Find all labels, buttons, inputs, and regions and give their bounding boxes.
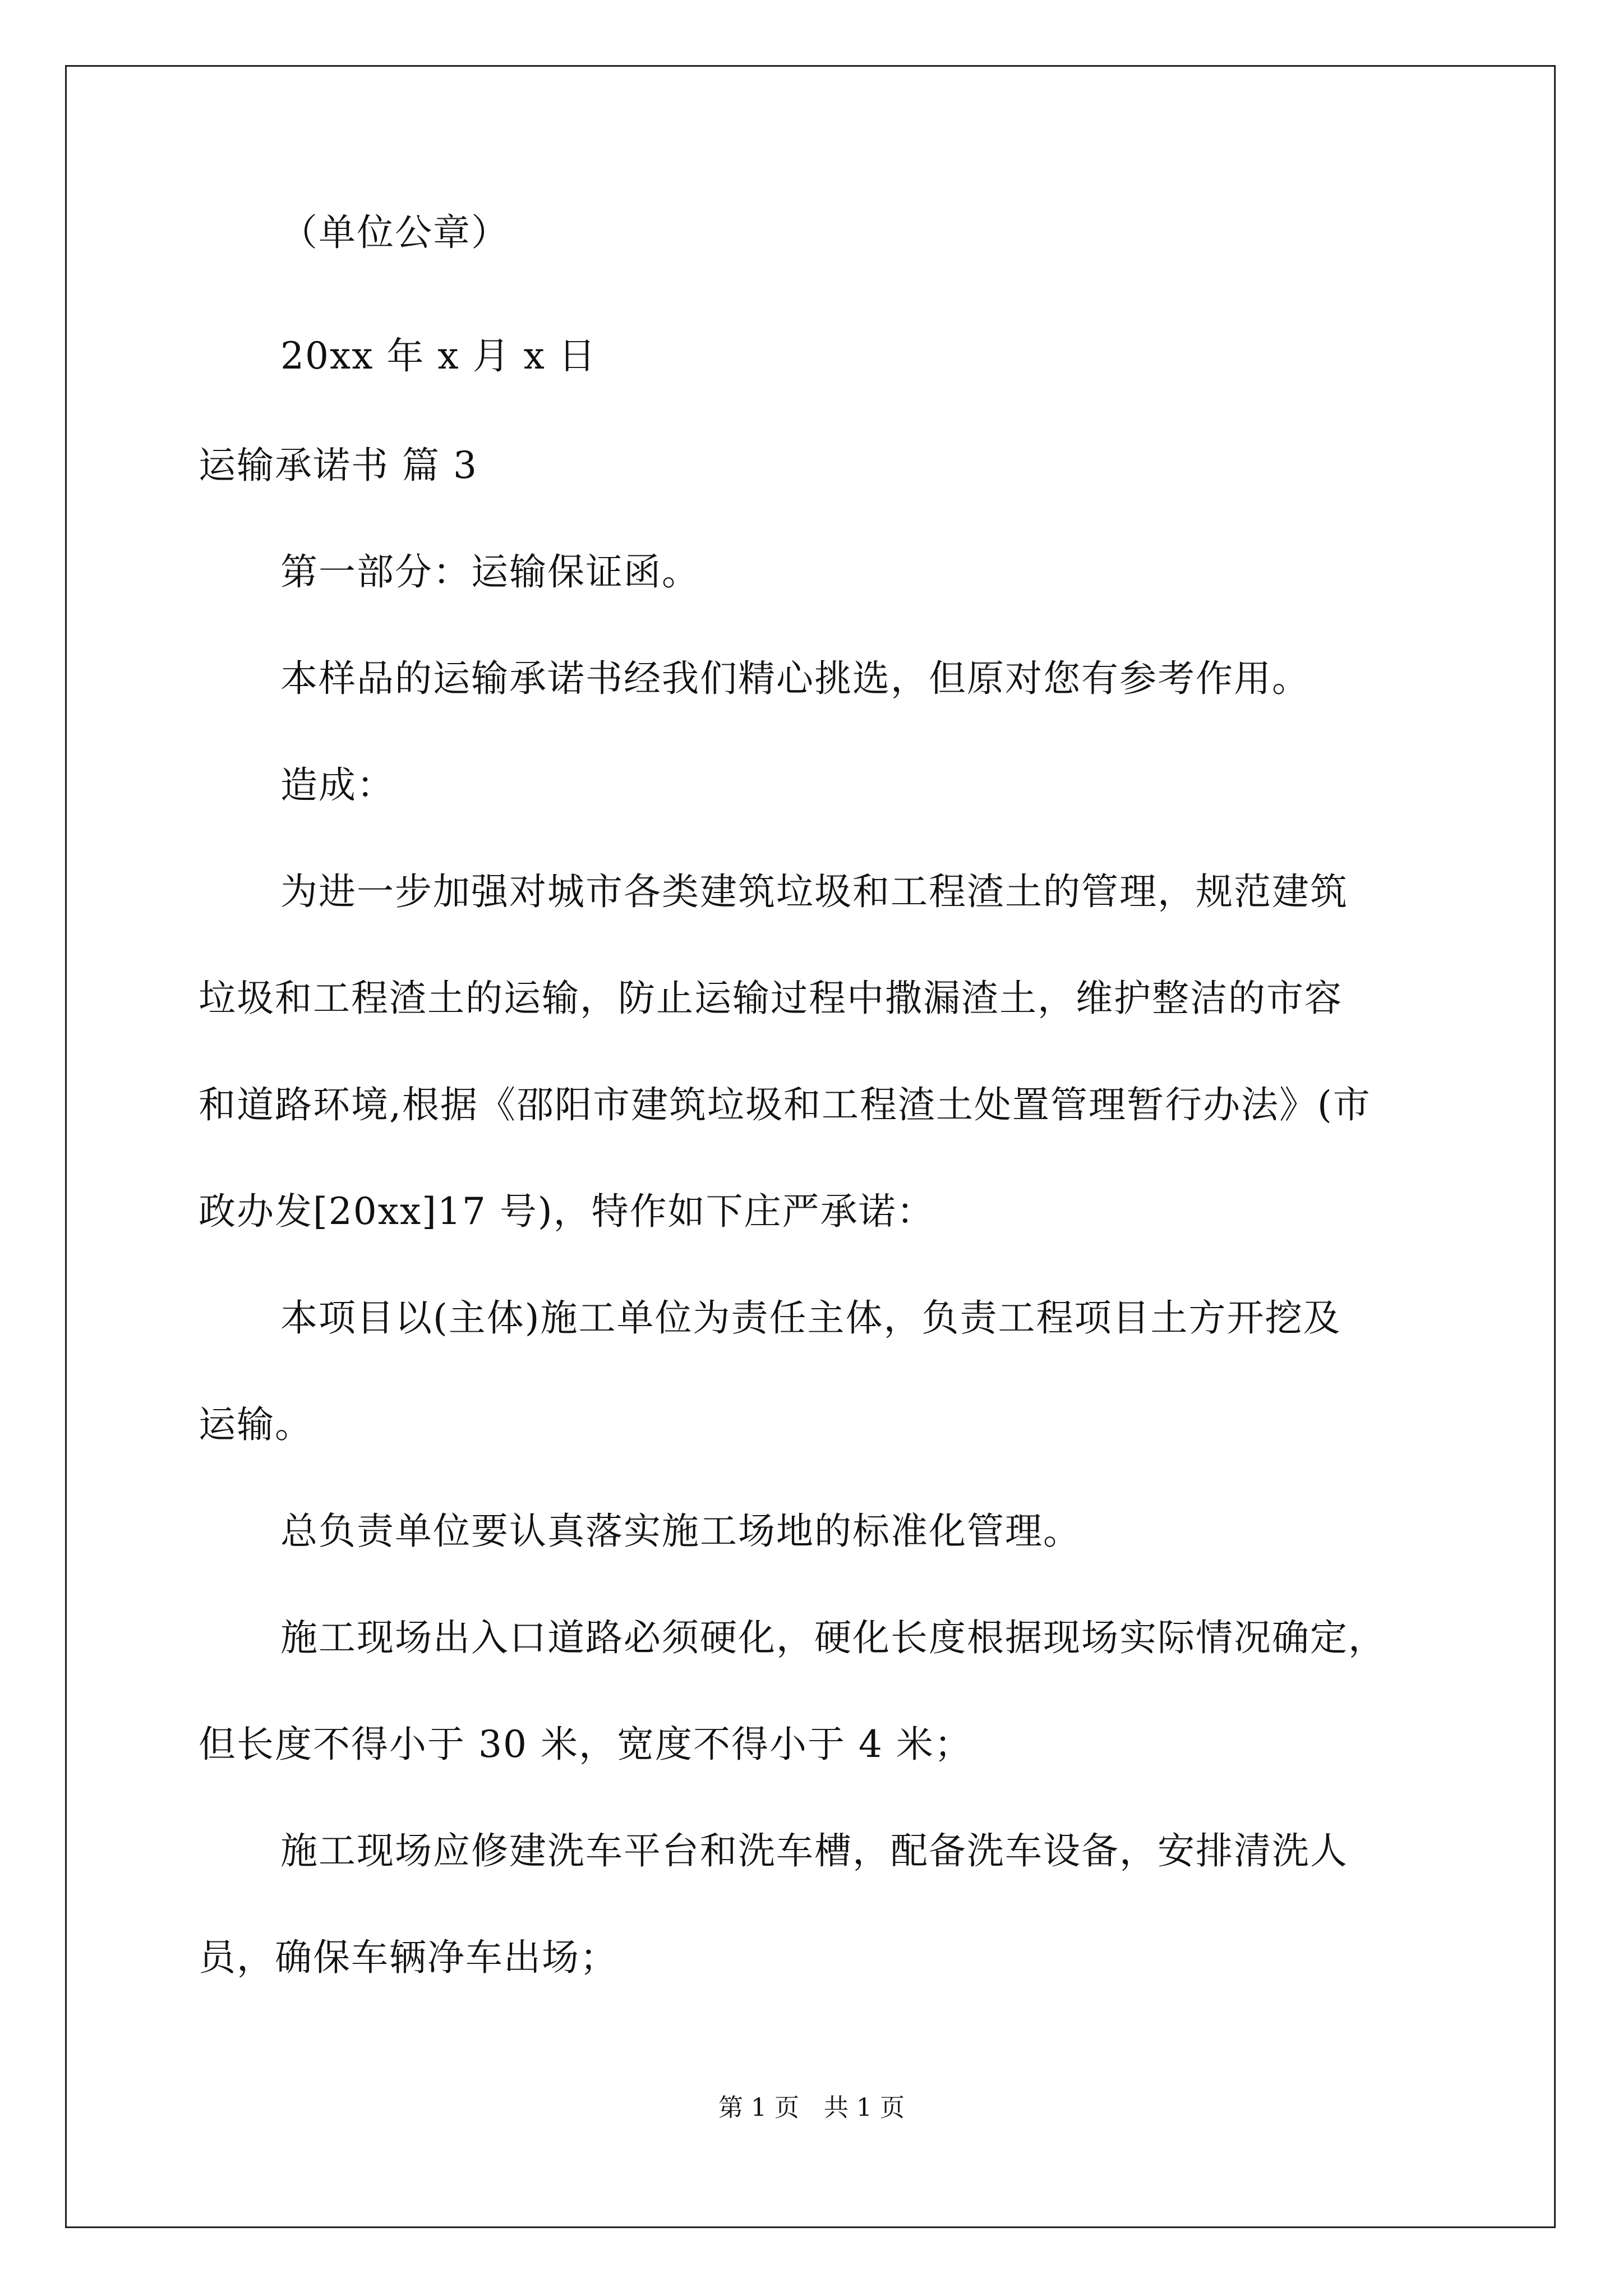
date-line: 20xx 年 x 月 x 日 (280, 334, 597, 378)
paragraph-line: 政办发[20xx]17 号)，特作如下庄严承诺： (199, 1190, 935, 1233)
paragraph-line: 运输。 (199, 1403, 313, 1446)
paragraph-line: 施工现场出入口道路必须硬化，硬化长度根据现场实际情况确定， (280, 1616, 1386, 1659)
paragraph-line: 第一部分：运输保证函。 (280, 550, 700, 593)
paragraph-line: 但长度不得小于 30 米，宽度不得小于 4 米； (199, 1723, 972, 1766)
paragraph-line: 为进一步加强对城市各类建筑垃圾和工程渣土的管理，规范建筑 (280, 870, 1348, 913)
paragraph-line: 员，确保车辆净车出场； (199, 1936, 618, 1979)
page-border (65, 65, 1556, 2228)
seal-line: （单位公章） (280, 211, 509, 254)
paragraph-line: 垃圾和工程渣土的运输，防止运输过程中撒漏渣土，维护整洁的市容 (199, 977, 1343, 1020)
paragraph-line: 本项目以(主体)施工单位为责任主体，负责工程项目土方开挖及 (280, 1296, 1341, 1340)
section-title: 运输承诺书 篇 3 (199, 444, 478, 487)
paragraph-line: 造成： (280, 763, 395, 807)
paragraph-line: 和道路环境,根据《邵阳市建筑垃圾和工程渣土处置管理暂行办法》(市 (199, 1083, 1371, 1126)
paragraph-line: 施工现场应修建洗车平台和洗车槽，配备洗车设备，安排清洗人 (280, 1829, 1348, 1872)
paragraph-line: 本样品的运输承诺书经我们精心挑选，但原对您有参考作用。 (280, 657, 1310, 700)
page-number: 第 1 页 共 1 页 (718, 2093, 905, 2122)
paragraph-line: 总负责单位要认真落实施工场地的标准化管理。 (280, 1510, 1081, 1553)
